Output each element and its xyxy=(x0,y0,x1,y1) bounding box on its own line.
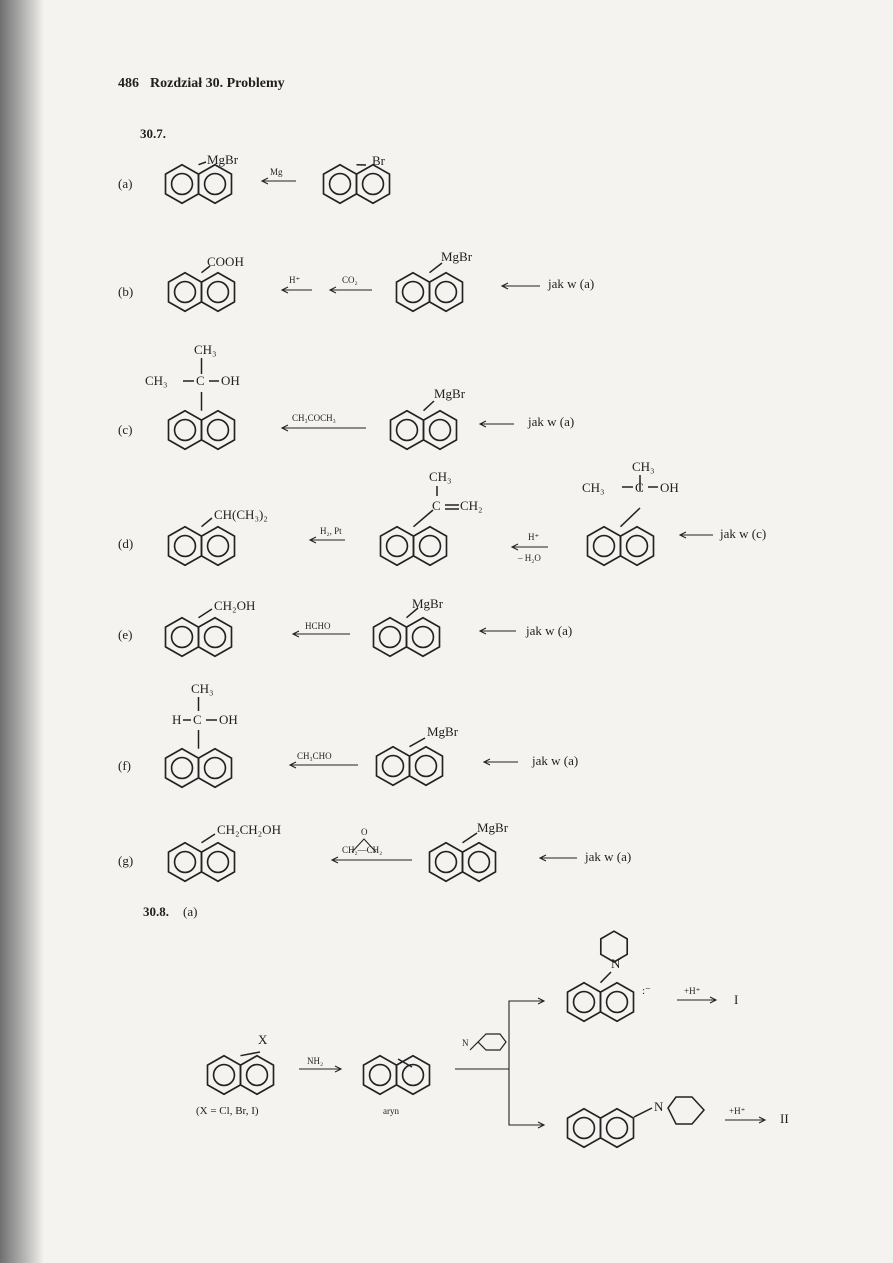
h-f: H xyxy=(172,712,182,727)
ch3-top-c: CH₃ xyxy=(194,342,217,357)
chapter-title: Rozdział 30. Problemy xyxy=(150,76,285,91)
cooh-b: COOH xyxy=(207,254,244,269)
ref-c: jak w (a) xyxy=(528,414,575,429)
naphthylmethanol-e xyxy=(166,609,232,656)
reagent-h-plus-b: H⁺ xyxy=(289,275,301,285)
alkene-ch2: CH₂ xyxy=(460,498,483,513)
carbanion-charge: :⁻ xyxy=(642,985,651,997)
reagent-nh2: NH₂ xyxy=(307,1056,324,1066)
ref-d: jak w (c) xyxy=(720,526,767,541)
reagent-co2-b: CO₂ xyxy=(342,275,358,285)
oh-f: OH xyxy=(219,712,238,727)
h-plus-1: +H⁺ xyxy=(684,986,701,996)
arrow-f-ref xyxy=(484,759,518,765)
product-2-n: N xyxy=(654,1099,664,1114)
alcohol-ch3-side-d: CH₃ xyxy=(582,480,605,495)
product-1-n: N xyxy=(611,956,621,971)
mgbr-a: MgBr xyxy=(207,152,239,167)
label-d: (d) xyxy=(118,536,134,551)
arrow-nh2 xyxy=(299,1066,341,1072)
arrow-c xyxy=(282,425,366,431)
piperidine-reagent xyxy=(470,1034,506,1050)
mgbr-e: MgBr xyxy=(412,596,444,611)
aryn-label: aryn xyxy=(383,1106,399,1116)
arrow-e xyxy=(293,631,350,637)
alkene-ch3: CH₃ xyxy=(429,469,452,484)
naphthylethanol-g xyxy=(169,834,235,881)
arrow-d-ref xyxy=(680,532,713,538)
naphthyl-mgbr-a xyxy=(166,162,232,203)
mgbr-f: MgBr xyxy=(427,724,459,739)
reagent-h-plus-d: H⁺ xyxy=(528,532,540,542)
bromonaphthalene-a xyxy=(324,165,390,204)
ch2oh-e: CH₂OH xyxy=(214,598,256,613)
product-label-2: II xyxy=(780,1111,789,1126)
naphthyl-mgbr-f xyxy=(377,738,443,785)
arrow-protonation-1 xyxy=(677,997,716,1003)
label-b: (b) xyxy=(118,284,134,299)
problem-30-7-label: 30.7. xyxy=(140,126,166,141)
arrow-b-ref xyxy=(502,283,540,289)
reagent-hcho: HCHO xyxy=(305,621,331,631)
ch3-f: CH₃ xyxy=(191,681,214,696)
naphthoic-acid-b xyxy=(169,266,235,311)
naphthyl-mgbr-g xyxy=(430,833,496,881)
naphthyl-mgbr-c xyxy=(391,401,457,449)
problem-30-8-part: (a) xyxy=(183,904,198,919)
label-g: (g) xyxy=(118,853,134,868)
reagent-acetaldehyde: CH₃CHO xyxy=(297,751,332,761)
ch3-side-c: CH₃ xyxy=(145,373,168,388)
arrow-a xyxy=(262,178,296,184)
epoxide-ch2: CH₂—CH₂ xyxy=(342,845,383,855)
arrow-f xyxy=(290,762,358,768)
epoxide-o: O xyxy=(361,827,368,837)
alcohol-oh-d: OH xyxy=(660,480,679,495)
label-e: (e) xyxy=(118,627,133,642)
reagent-acetone: CH₃COCH₃ xyxy=(292,413,336,423)
c-atom-f: C xyxy=(193,712,202,727)
halonaphthalene xyxy=(208,1052,274,1094)
label-a: (a) xyxy=(118,176,133,191)
naphthyl-mgbr-b xyxy=(397,263,463,311)
mgbr-g: MgBr xyxy=(477,820,509,835)
problem-30-8-label: 30.8. xyxy=(143,904,169,919)
h-plus-2: +H⁺ xyxy=(729,1106,746,1116)
arrow-d-dehydration xyxy=(512,544,548,550)
halogen-note: (X = Cl, Br, I) xyxy=(196,1105,259,1117)
arrow-protonation-2 xyxy=(725,1117,765,1123)
c-atom-c: C xyxy=(196,373,205,388)
mgbr-c: MgBr xyxy=(434,386,466,401)
oh-c: OH xyxy=(221,373,240,388)
alkene-d xyxy=(381,486,460,565)
arrow-c-ref xyxy=(480,421,514,427)
product-label-1: I xyxy=(734,992,739,1007)
isopropyl-d: CH(CH₃)₂ xyxy=(214,507,268,522)
piperidine-n: N xyxy=(462,1038,469,1048)
arrow-e-ref xyxy=(480,628,516,634)
arrow-g-ref xyxy=(540,855,577,861)
arrow-b-2 xyxy=(330,287,372,293)
aryne-naphthalene xyxy=(364,1056,430,1095)
page-number: 486 xyxy=(118,76,139,91)
label-c: (c) xyxy=(118,422,133,437)
tertiary-alcohol-c xyxy=(169,358,235,449)
ch2ch2oh-g: CH₂CH₂OH xyxy=(217,822,281,837)
reagent-mg: Mg xyxy=(270,167,283,177)
carbanion-1-naphthylpiperidine xyxy=(568,931,634,1021)
reagent-minus-water: – H₂O xyxy=(518,553,541,563)
ref-e: jak w (a) xyxy=(526,623,573,638)
naphthyl-mgbr-e xyxy=(374,608,440,656)
reagent-h2-pt: H₂, Pt xyxy=(320,526,342,536)
alkene-c: C xyxy=(432,498,441,513)
alcohol-ch3-top-d: CH₃ xyxy=(632,459,655,474)
br-a: Br xyxy=(372,153,385,168)
label-f: (f) xyxy=(118,758,131,773)
ref-b: jak w (a) xyxy=(548,276,595,291)
carbanion-2-naphthylpiperidine xyxy=(568,1097,705,1147)
ref-g: jak w (a) xyxy=(585,849,632,864)
alcohol-c-d: C xyxy=(635,480,644,495)
halogen-x: X xyxy=(258,1032,268,1047)
ref-f: jak w (a) xyxy=(532,753,579,768)
branch-arrows xyxy=(509,998,544,1128)
secondary-alcohol-f xyxy=(166,697,232,787)
isopropylnaphthalene-d xyxy=(169,518,235,565)
arrow-d-h2 xyxy=(310,537,345,543)
mgbr-b: MgBr xyxy=(441,249,473,264)
arrow-b-1 xyxy=(282,287,312,293)
